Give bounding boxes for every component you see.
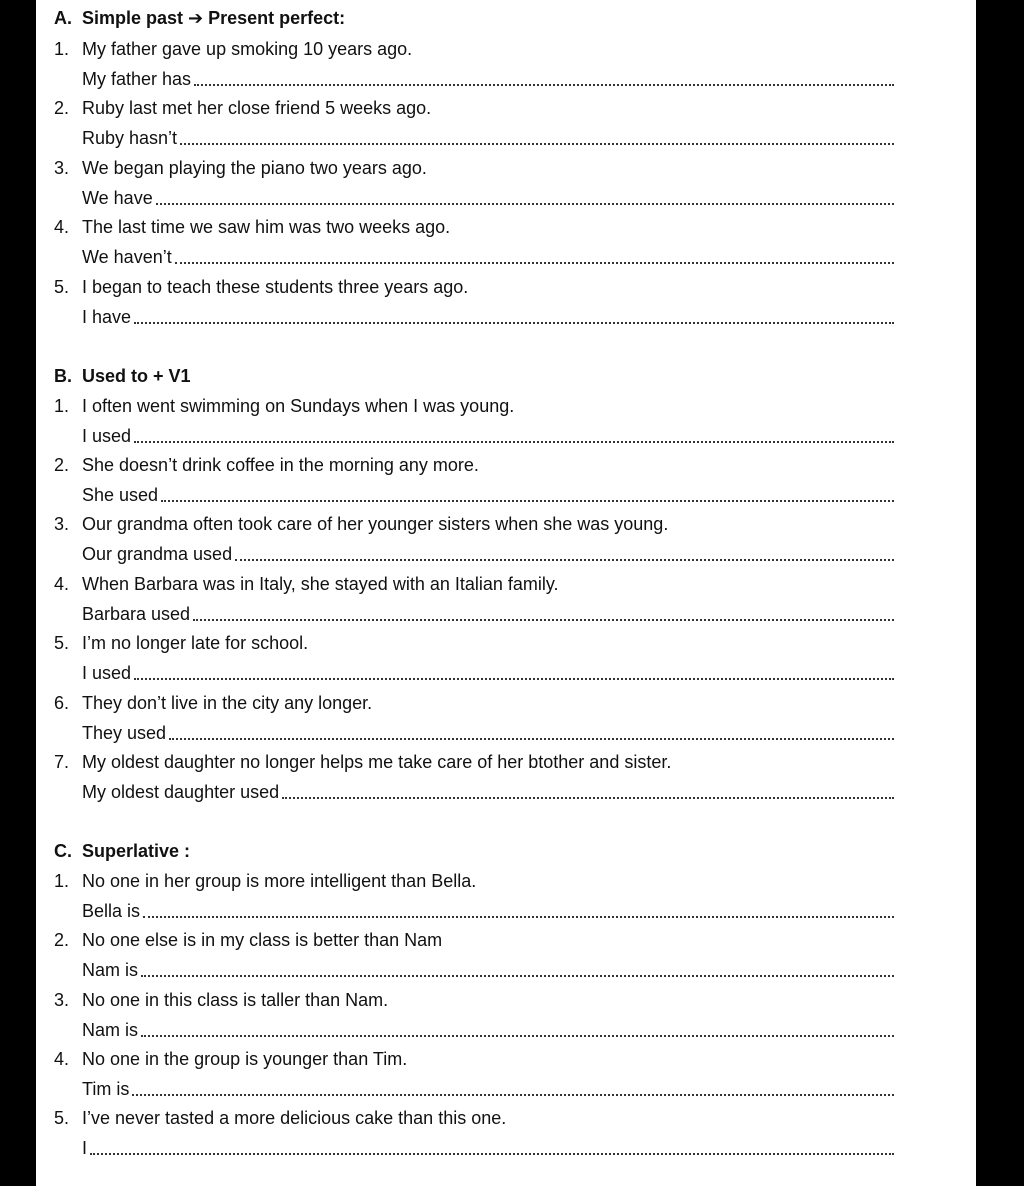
answer-line xyxy=(82,720,894,746)
question xyxy=(54,214,450,240)
answer-blank[interactable] xyxy=(134,672,894,680)
answer-line xyxy=(82,304,894,330)
question-text: No one in her group is more intelligent than Bella. xyxy=(82,871,477,891)
answer-starter: I used xyxy=(82,426,132,446)
question xyxy=(54,155,427,181)
question-text: They don’t live in the city any longer. xyxy=(82,693,373,713)
exercise-item xyxy=(54,36,894,96)
question-text: We began playing the piano two years ago. xyxy=(82,158,427,178)
answer-starter: They used xyxy=(82,723,167,743)
question-text: I’ve never tasted a more delicious cake than this one. xyxy=(82,1108,507,1128)
answer-starter: I xyxy=(82,1138,88,1158)
answer-line xyxy=(82,1017,894,1043)
worksheet-page xyxy=(36,0,976,1186)
answer-starter: She used xyxy=(82,485,159,505)
question-number: 4. xyxy=(54,1049,70,1069)
answer-blank[interactable] xyxy=(134,316,894,324)
answer-line xyxy=(82,1076,894,1102)
question-text: My father gave up smoking 10 years ago. xyxy=(82,39,413,59)
question xyxy=(54,630,308,656)
question-text: Our grandma often took care of her younger sisters when she was young. xyxy=(82,514,669,534)
answer-blank[interactable] xyxy=(193,613,894,621)
answer-line xyxy=(82,423,894,449)
answer-blank[interactable] xyxy=(90,1147,894,1155)
exercise-item xyxy=(54,511,894,571)
answer-line xyxy=(82,779,894,805)
question-text: No one in the group is younger than Tim. xyxy=(82,1049,408,1069)
section-a-heading xyxy=(54,6,345,30)
exercise-item xyxy=(54,95,894,155)
question xyxy=(54,1105,506,1131)
answer-starter: Nam is xyxy=(82,960,139,980)
answer-line xyxy=(82,125,894,151)
exercise-item xyxy=(54,214,894,274)
question xyxy=(54,749,671,775)
exercise-item xyxy=(54,393,894,453)
question-number: 3. xyxy=(54,990,70,1010)
question xyxy=(54,868,476,894)
question-text: She doesn’t drink coffee in the morning any more. xyxy=(82,455,479,475)
question-number: 4. xyxy=(54,574,70,594)
question xyxy=(54,927,442,953)
answer-blank[interactable] xyxy=(169,732,894,740)
question-text: When Barbara was in Italy, she stayed with an Italian family. xyxy=(82,574,559,594)
answer-starter: Barbara used xyxy=(82,604,191,624)
question xyxy=(54,95,431,121)
question-number: 1. xyxy=(54,39,70,59)
answer-line xyxy=(82,957,894,983)
exercise-item xyxy=(54,452,894,512)
question xyxy=(54,452,479,478)
question-number: 7. xyxy=(54,752,70,772)
exercise-item xyxy=(54,927,894,987)
answer-blank[interactable] xyxy=(180,137,894,145)
answer-blank[interactable] xyxy=(194,78,894,86)
question-number: 5. xyxy=(54,1108,70,1128)
exercise-item xyxy=(54,1105,894,1165)
exercise-item xyxy=(54,868,894,928)
question xyxy=(54,393,514,419)
question-number: 5. xyxy=(54,633,70,653)
exercise-item xyxy=(54,987,894,1047)
answer-starter: Nam is xyxy=(82,1020,139,1040)
question xyxy=(54,511,668,537)
answer-starter: Ruby hasn’t xyxy=(82,128,178,148)
question xyxy=(54,274,468,300)
answer-line xyxy=(82,898,894,924)
question-text: I often went swimming on Sundays when I was young. xyxy=(82,396,515,416)
question-text: Ruby last met her close friend 5 weeks ago. xyxy=(82,98,432,118)
answer-starter: We have xyxy=(82,188,153,208)
section-letter: A. xyxy=(54,8,72,28)
question-text: No one else is in my class is better than Nam xyxy=(82,930,443,950)
question-number: 2. xyxy=(54,455,70,475)
answer-line xyxy=(82,1135,894,1161)
section-c-heading xyxy=(54,839,190,863)
question-text: The last time we saw him was two weeks ago. xyxy=(82,217,451,237)
section-title: Used to + V1 xyxy=(82,366,191,386)
question-number: 1. xyxy=(54,396,70,416)
answer-blank[interactable] xyxy=(132,1088,894,1096)
question xyxy=(54,571,559,597)
answer-starter: My father has xyxy=(82,69,192,89)
answer-line xyxy=(82,66,894,92)
answer-starter: Tim is xyxy=(82,1079,130,1099)
answer-blank[interactable] xyxy=(141,1029,894,1037)
question-number: 2. xyxy=(54,930,70,950)
question-text: My oldest daughter no longer helps me take care of her btother and sister. xyxy=(82,752,672,772)
exercise-item xyxy=(54,1046,894,1106)
answer-blank[interactable] xyxy=(134,435,894,443)
answer-starter: I used xyxy=(82,663,132,683)
answer-line xyxy=(82,660,894,686)
answer-starter: My oldest daughter used xyxy=(82,782,280,802)
section-b-heading xyxy=(54,364,191,388)
section-letter: C. xyxy=(54,841,72,861)
answer-line xyxy=(82,185,894,211)
answer-starter: Bella is xyxy=(82,901,141,921)
exercise-item xyxy=(54,571,894,631)
exercise-item xyxy=(54,155,894,215)
answer-blank[interactable] xyxy=(143,910,894,918)
question xyxy=(54,36,412,62)
answer-blank[interactable] xyxy=(156,197,894,205)
question-text: No one in this class is taller than Nam. xyxy=(82,990,389,1010)
question-number: 4. xyxy=(54,217,70,237)
question-text: I’m no longer late for school. xyxy=(82,633,309,653)
question-text: I began to teach these students three years ago. xyxy=(82,277,469,297)
exercise-item xyxy=(54,274,894,334)
exercise-item xyxy=(54,749,894,809)
answer-blank[interactable] xyxy=(235,553,894,561)
answer-blank[interactable] xyxy=(161,494,894,502)
question-number: 3. xyxy=(54,514,70,534)
question-number: 5. xyxy=(54,277,70,297)
answer-line xyxy=(82,541,894,567)
answer-starter: I have xyxy=(82,307,132,327)
answer-blank[interactable] xyxy=(175,256,894,264)
question-number: 2. xyxy=(54,98,70,118)
question xyxy=(54,987,388,1013)
answer-blank[interactable] xyxy=(141,969,894,977)
answer-line xyxy=(82,244,894,270)
answer-starter: Our grandma used xyxy=(82,544,233,564)
exercise-item xyxy=(54,630,894,690)
answer-blank[interactable] xyxy=(282,791,894,799)
question-number: 6. xyxy=(54,693,70,713)
question-number: 3. xyxy=(54,158,70,178)
question xyxy=(54,1046,407,1072)
answer-line xyxy=(82,482,894,508)
question-number: 1. xyxy=(54,871,70,891)
answer-line xyxy=(82,601,894,627)
section-title: Superlative : xyxy=(82,841,191,861)
answer-starter: We haven’t xyxy=(82,247,172,267)
section-title: Simple past ➔ Present perfect: xyxy=(82,8,346,28)
exercise-item xyxy=(54,690,894,750)
question xyxy=(54,690,372,716)
section-letter: B. xyxy=(54,366,72,386)
